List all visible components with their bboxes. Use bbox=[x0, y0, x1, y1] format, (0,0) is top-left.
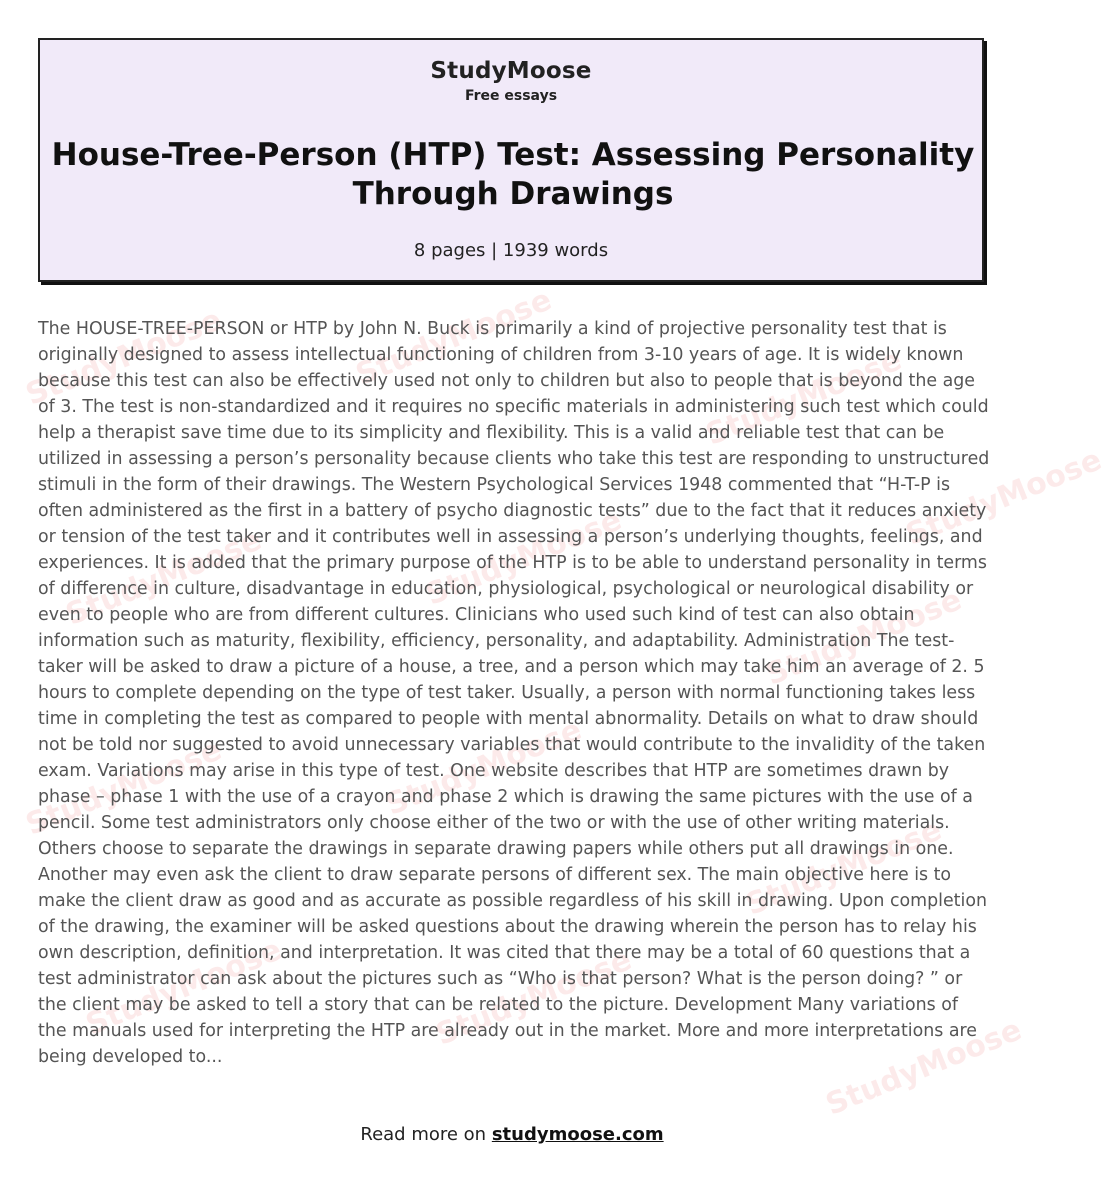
essay-title: House-Tree-Person (HTP) Test: Assessing Personality Through Drawings bbox=[51, 137, 975, 212]
watermark: StudyMoose bbox=[351, 282, 557, 393]
watermark: StudyMoose bbox=[421, 502, 627, 613]
essay-meta: 8 pages | 1939 words bbox=[413, 240, 609, 261]
essay-header bbox=[38, 38, 984, 282]
brand-logo[interactable]: StudyMoose bbox=[430, 58, 592, 84]
studymoose-link[interactable]: studymoose.com bbox=[491, 1124, 664, 1145]
watermark: StudyMoose bbox=[701, 342, 907, 453]
watermark: StudyMoose bbox=[901, 442, 1107, 553]
watermark: StudyMoose bbox=[381, 712, 587, 823]
watermark: StudyMoose bbox=[741, 812, 947, 923]
watermark: StudyMoose bbox=[761, 582, 967, 693]
watermark: StudyMoose bbox=[61, 522, 267, 633]
watermark: StudyMoose bbox=[431, 942, 637, 1053]
watermark: StudyMoose bbox=[81, 932, 287, 1043]
read-more-footer bbox=[0, 1124, 1024, 1145]
watermark: StudyMoose bbox=[21, 302, 227, 413]
watermark: StudyMoose bbox=[21, 732, 227, 843]
read-more-prefix: Read more on bbox=[360, 1124, 492, 1145]
essay-body: The HOUSE-TREE-PERSON or HTP by John N. Buck is primarily a kind of projective personality test that is originally designed to assess intellectual functioning of children from 3-10 years of age. It is widely known because this test can also be effectively used not only to children but also to people that is beyond the age of 3. The test is non-standardized and it requires no specific materials in administering such test which could help a therapist save time due to its simplicity and flexibility. This is a valid and reliable test that can be utilized in assessing a person’s personality because clients who take this test are responding to unstructured stimuli in the form of their drawings. The Western Psychological Services 1948 commented that “H-T-P is often administered as the first in a battery of psycho diagnostic tests” due to the fact that it reduces anxiety or tension of the test taker and it contributes well in assessing a person’s underlying thoughts, feelings, and experiences. It is added that the primary purpose of the HTP is to be able to understand personality in terms of difference in culture, disadvantage in education, physiological, psychological or neurological disability or even to people who are from different cultures. Clinicians who used such kind of test can also obtain information such as maturity, flexibility, efficiency, personality, and adaptability. Administration The test-taker will be asked to draw a picture of a house, a tree, and a person which may take him an average of 2. 5 hours to complete depending on the type of test taker. Usually, a person with normal functioning takes less time in completing the test as compared to people with mental abnormality. Details on what to draw should not be told nor suggested to avoid unnecessary variables that would contribute to the invalidity of the taken exam. Variations may arise in this type of test. One website describes that HTP are sometimes drawn by phase – phase 1 with the use of a crayon and phase 2 which is drawing the same pictures with the use of a pencil. Some test administrators only choose either of the two or with the use of other writing materials. Others choose to separate the drawings in separate drawing papers while others put all drawings in one. Another may even ask the client to draw separate persons of different sex. The main objective here is to make the client draw as good and as accurate as possible regardless of his skill in drawing. Upon completion of the drawing, the examiner will be asked questions about the drawing wherein the person has to relay his own description, definition, and interpretation. It was cited that there may be a total of 60 questions that a test administrator can ask about the pictures such as “Who is that person? What is the person doing? ” or the client may be asked to tell a story that can be related to the picture. Development Many variations of the manuals used for interpreting the HTP are already out in the market. More and more interpretations are being developed to... bbox=[38, 319, 990, 1067]
watermark: StudyMoose bbox=[821, 1012, 1027, 1123]
brand-tagline: Free essays bbox=[464, 88, 558, 104]
